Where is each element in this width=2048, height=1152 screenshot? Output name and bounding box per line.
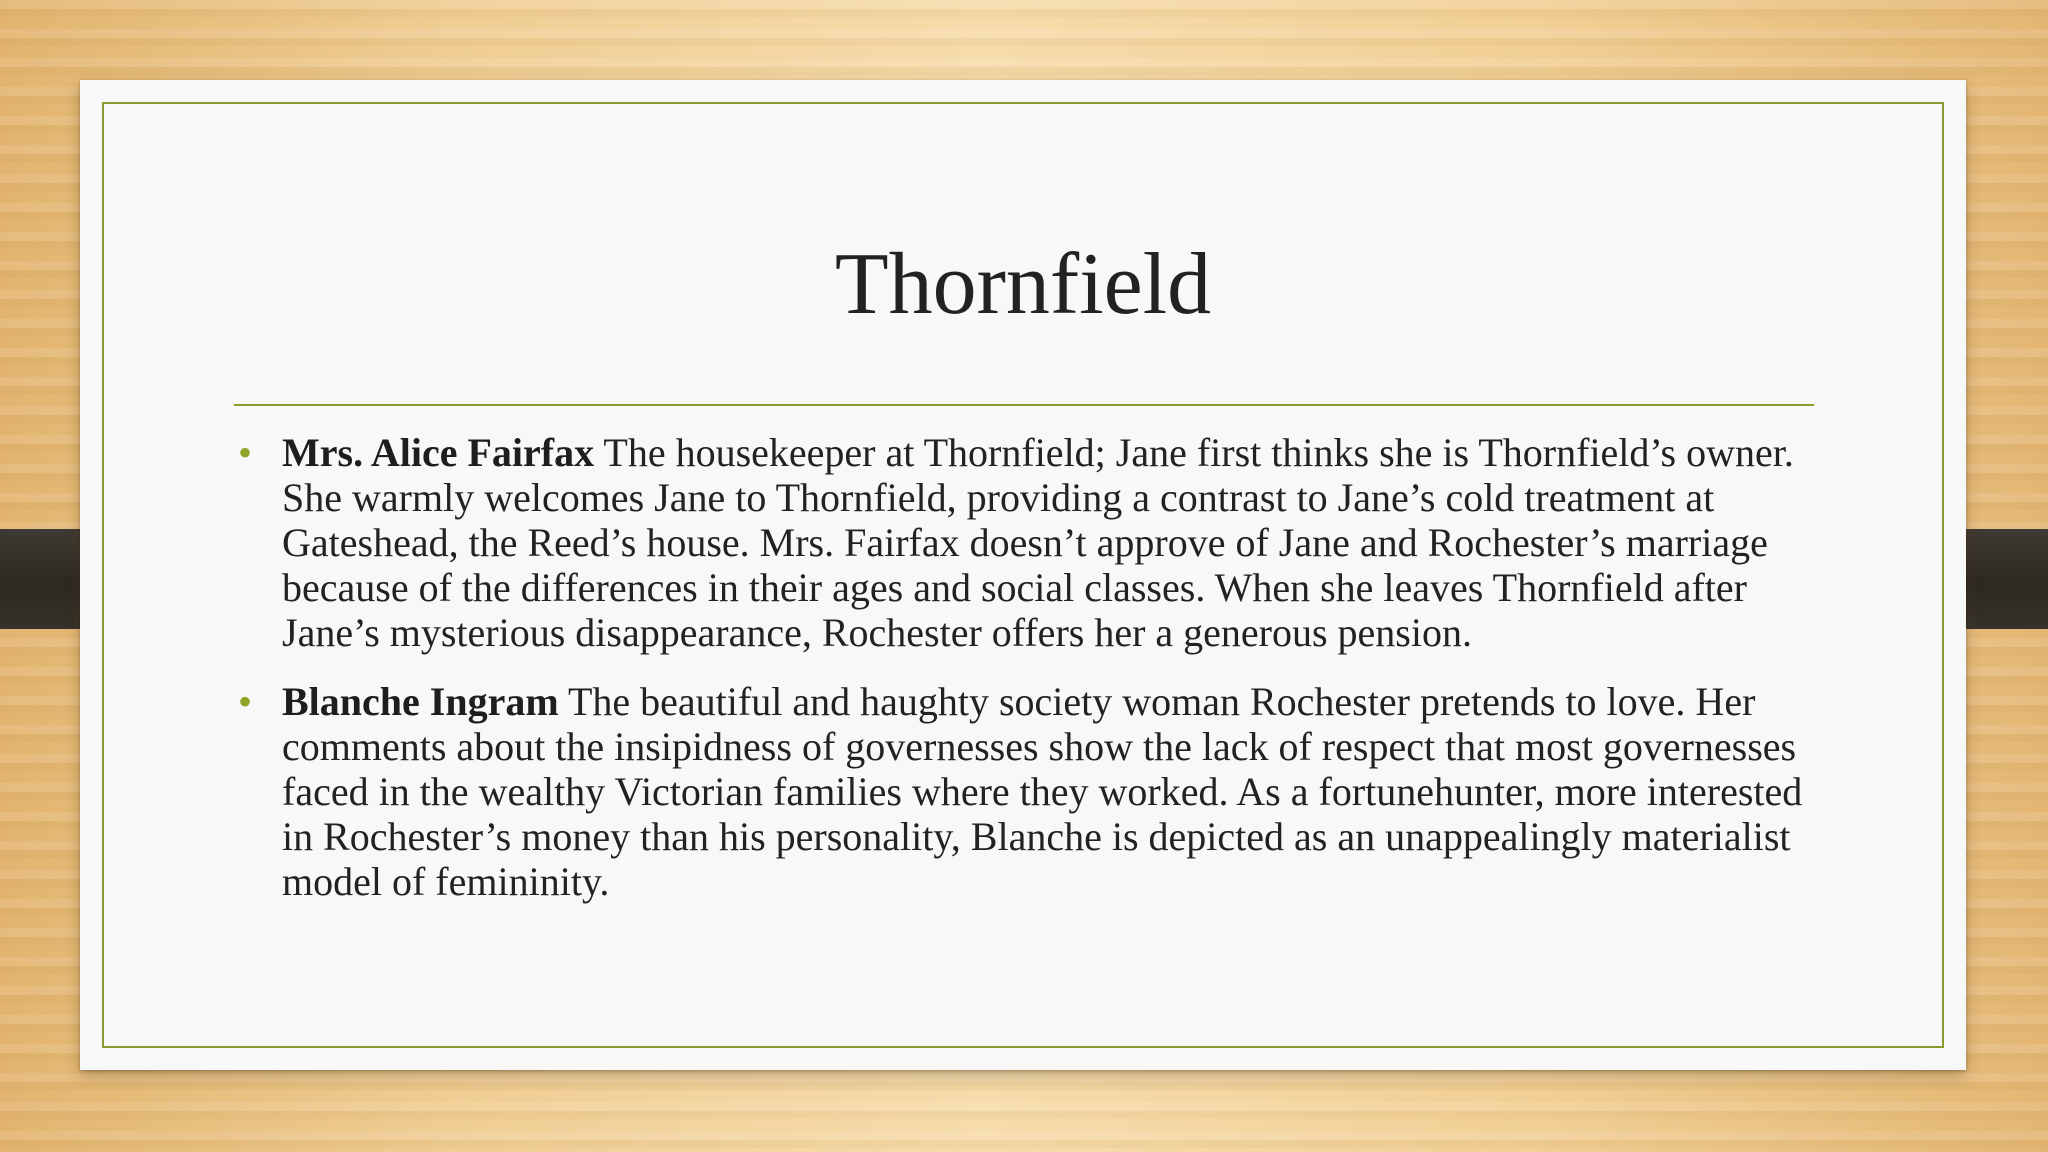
bullet-dot-icon: • — [238, 430, 253, 475]
bullet-text: The beautiful and haughty society woman Rochester pretends to love. Her comments about the insipidness of governesses show the lack of respect that most governesses faced in the wealthy Victorian families where they worked. As a fortunehunter, more interested in Rochester’s money than his personality, Blanche is depicted as an unappealingly materialist model of femininity. — [282, 679, 1803, 904]
title-divider — [234, 404, 1814, 406]
slide-card — [80, 80, 1966, 1070]
bullet-dot-icon: • — [238, 679, 253, 724]
bullet-term: Mrs. Alice Fairfax — [282, 430, 595, 475]
bullet-item-ingram — [238, 679, 1842, 904]
bullet-term: Blanche Ingram — [282, 679, 559, 724]
slide-title: Thornfield — [834, 236, 1212, 333]
bullet-item-fairfax — [238, 430, 1842, 655]
bullet-text: The housekeeper at Thornfield; Jane first thinks she is Thornfield’s owner. She warmly welcomes Jane to Thornfield, providing a contrast to Jane’s cold treatment at Gateshead, the Reed’s house. Mrs. Fairfax doesn’t approve of Jane and Rochester’s marriage because of the differences in their ages and social classes. When she leaves Thornfield after Jane’s mysterious disappearance, Rochester offers her a generous pension. — [282, 430, 1794, 655]
bullet-list — [238, 430, 1842, 928]
